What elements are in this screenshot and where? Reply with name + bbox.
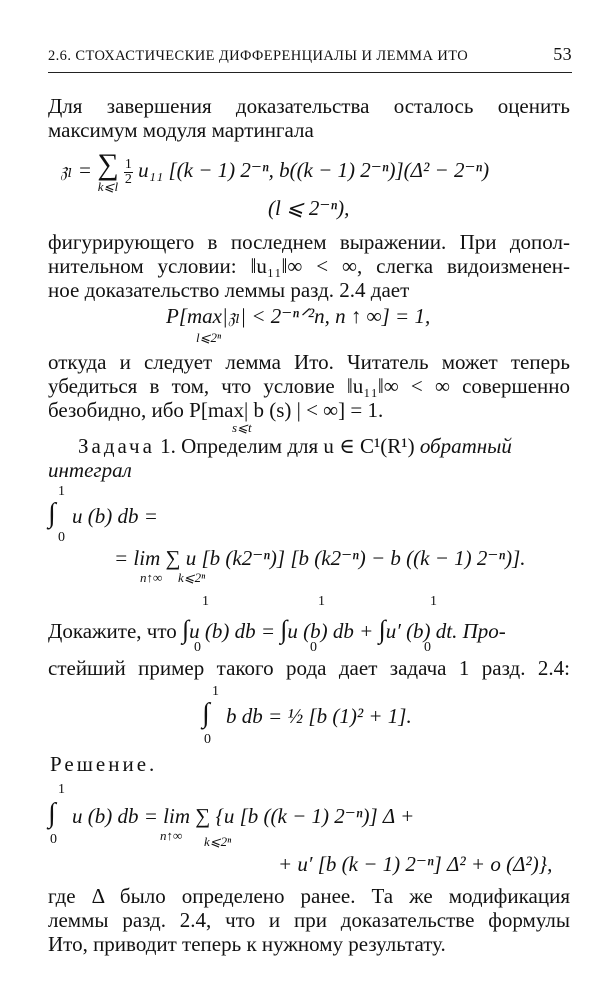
sum-subscript: k⩽2ⁿ: [204, 834, 232, 849]
task-heading: Задача 1. Определим для u ∈ C¹(R¹) обратный: [78, 434, 512, 458]
fraction-half: $\frac{1}{2}$: [124, 156, 132, 187]
text-line: леммы разд. 2.4, что и при доказательстве формулы: [48, 908, 570, 932]
max-subscript: l⩽2ⁿ: [196, 330, 222, 345]
equation-backward-integral: u (b) db =: [72, 504, 158, 528]
max-subscript: s⩽t: [232, 420, 252, 435]
text-line: откуда и следует лемма Ито. Читатель может теперь: [48, 350, 570, 374]
lim-subscript: n↑∞: [160, 828, 183, 843]
running-header: [48, 44, 572, 74]
text-line: нительном условии: ‖u₁₁‖∞ < ∞, слегка видоизменен-: [48, 254, 570, 278]
header-rule: [48, 72, 572, 73]
text-line: безобидно, ибо P[max| b (s) | < ∞] = 1.: [48, 398, 384, 422]
integral-sign: ∫: [48, 798, 56, 829]
int-lower-limit: 0: [58, 530, 65, 545]
text-line: интеграл: [48, 458, 132, 482]
book-page: 2.6. СТОХАСТИЧЕСКИЕ ДИФФЕРЕНЦИАЛЫ И ЛЕММА ИТО 53 Для завершения доказательства осталось оценить максимум модуля мартингала 𝔷ₗ = ∑ k⩽l $\frac{1}{2}$ u₁₁ [(k − 1) 2⁻ⁿ, b((k − 1) 2⁻ⁿ)](Δ² − 2⁻ⁿ) (l ⩽ 2⁻ⁿ), фигурирующего в последнем выражении. При допол- нительном условии: ‖u₁₁‖∞ < ∞, слегка видоизменен- ное доказательство леммы разд. 2.4 дает P[max|𝔷ₗ| < 2⁻ⁿᐟ²n, n ↑ ∞] = 1, l⩽2ⁿ откуда и следует лемма Ито. Читатель может теперь убедиться в том, что условие ‖u₁₁‖∞ < ∞ совершенно безобидно, ибо P[max| b (s) | < ∞] = 1. s⩽t Задача 1. Определим для u ∈ C¹(R¹) обратный интеграл 1 ∫ 0 u (b) db = = lim ∑ u [b (k2⁻ⁿ)] [b (k2⁻ⁿ) − b ((k − 1) 2⁻ⁿ)]. n↑∞ k⩽2ⁿ 1 1 1 Докажите, что ∫u (b) db = ∫u (b) db + ∫u′ (b) dt. Про- 0 0 0 стейший пример такого рода дает задача 1 разд. 2.4: 1 ∫ 0 b db = ½ [b (1)² + 1]. Решение. 1 ∫ 0 u (b) db = lim ∑ {u [b ((k − 1) 2⁻ⁿ)] Δ + n↑∞ k⩽2ⁿ + u′ [b (k − 1) 2⁻ⁿ] Δ² + o (Δ²)}, где Δ было определено ранее. Та же модификация леммы разд. 2.4, что и при доказательстве формулы Ито, приводит теперь к нужному результату.: [48, 44, 572, 956]
equation-solution-cont: + u′ [b (k − 1) 2⁻ⁿ] Δ² + o (Δ²)},: [278, 852, 553, 876]
text-line: Докажите, что ∫u (b) db = ∫u (b) db + ∫u′ (b) dt. Про-: [48, 615, 506, 644]
text-line: максимум модуля мартингала: [48, 118, 314, 142]
equation-martingale: [60, 150, 489, 194]
equation-solution: u (b) db = lim ∑ {u [b ((k − 1) 2⁻ⁿ)] Δ +: [72, 804, 415, 828]
lim-subscript: n↑∞: [140, 570, 163, 585]
eq-body: u₁₁ [(k − 1) 2⁻ⁿ, b((k − 1) 2⁻ⁿ)](Δ² − 2⁻ⁿ): [138, 157, 490, 182]
section-title: 2.6. СТОХАСТИЧЕСКИЕ ДИФФЕРЕНЦИАЛЫ И ЛЕММА ИТО: [48, 48, 469, 64]
integral-sign: ∫: [48, 498, 56, 529]
integral-sign: ∫: [202, 698, 210, 729]
sum-operator: ∑ k⩽l: [97, 148, 119, 194]
equation-example: b db = ½ [b (1)² + 1].: [226, 704, 412, 728]
solution-heading: Решение.: [50, 752, 158, 776]
equation-condition: (l ⩽ 2⁻ⁿ),: [268, 196, 350, 220]
text-line: ное доказательство леммы разд. 2.4 дает: [48, 278, 410, 302]
text-line: где Δ было определено ранее. Та же модификация: [48, 884, 570, 908]
page-number: 53: [553, 44, 572, 64]
int-upper-limit: 1: [58, 484, 65, 499]
eq-lhs: 𝔷ₗ =: [60, 157, 92, 182]
text-line: Ито, приводит теперь к нужному результату.: [48, 932, 446, 956]
sum-subscript: k⩽2ⁿ: [178, 570, 206, 585]
text-line: стейший пример такого рода дает задача 1 разд. 2.4:: [48, 656, 570, 680]
equation-probability: P[max|𝔷ₗ| < 2⁻ⁿᐟ²n, n ↑ ∞] = 1,: [166, 304, 431, 328]
text-line: фигурирующего в последнем выражении. При допол-: [48, 230, 570, 254]
text-line: Для завершения доказательства осталось оценить: [48, 94, 570, 118]
text-line: убедиться в том, что условие ‖u₁₁‖∞ < ∞ совершенно: [48, 374, 570, 398]
equation-backward-sum: = lim ∑ u [b (k2⁻ⁿ)] [b (k2⁻ⁿ) − b ((k − 1) 2⁻ⁿ)].: [114, 546, 526, 570]
